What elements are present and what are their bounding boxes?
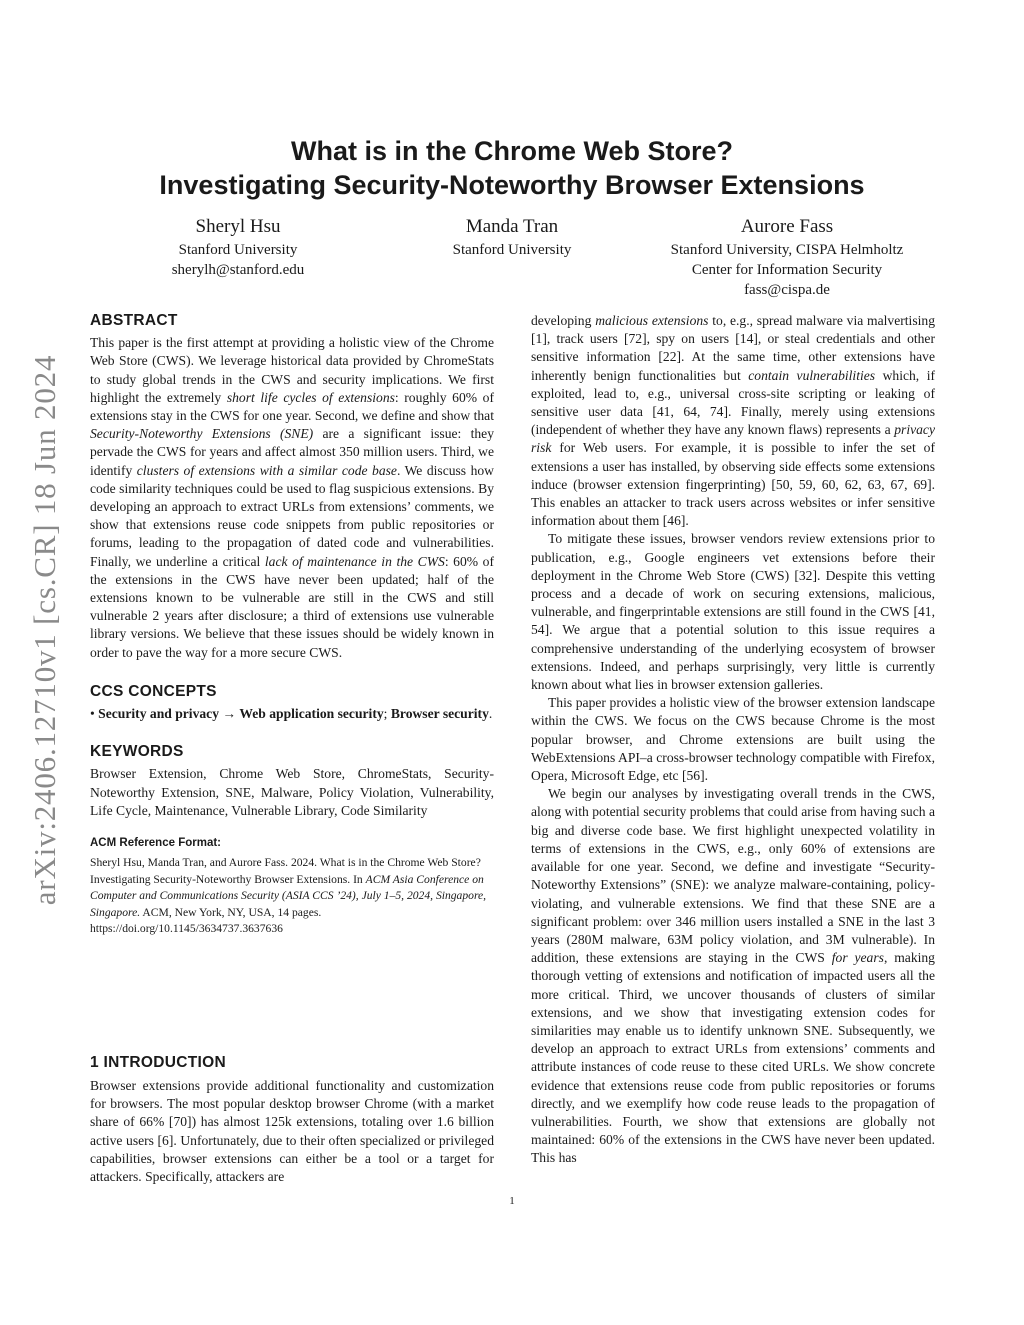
body-paragraph: This paper provides a holistic view of the browser extension landscape within the CWS. We focus on the CWS because Chrome is the most popular browser, and Chrome extensions are built using the WebExtensions API–a cross-browser technology compatible with Firefox, Opera, Microsoft Edge, etc [56].	[531, 695, 935, 784]
author-affiliation: Stanford University, CISPA Helmholtz	[670, 242, 904, 258]
strong-term: Security and privacy	[98, 706, 220, 722]
arxiv-identifier: arXiv:2406.12710v1 [cs.CR] 18 Jun 2024	[27, 354, 62, 906]
emphasis: malicious extensions	[595, 313, 709, 328]
abstract-heading: ABSTRACT	[90, 312, 178, 329]
keywords-text: Browser Extension, Chrome Web Store, ChromeStats, Security-Noteworthy Extension, SNE, Malware, Policy Violation, Vulnerability, Life Cycle, Maintenance, Vulnerable Library, Code Similarity	[90, 766, 494, 818]
emphasis: ACM Asia Conference on Computer and Communications Security (ASIA CCS ’24), July 1–5, 2024, Singapore, Singapore.	[90, 872, 487, 919]
acm-reference-heading: ACM Reference Format:	[90, 837, 221, 850]
author-affiliation-cont: Center for Information Security	[691, 262, 883, 278]
author-affiliation: Stanford University	[178, 242, 298, 258]
emphasis: privacy risk	[531, 422, 935, 456]
body-paragraph: We begin our analyses by investigating overall trends in the CWS, along with potential security problems that could arise from having such a big and diverse code base. We first highlight unexpected volatility in terms of extensions in the CWS, e.g., only 60% of extensions are available for one year. Second, we define and investigate “Security-Noteworthy Extensions” (SNE): we analyze malware-containing, policy-violating, and vulnerable extensions. We find that these SNE are a significant problem: over 346 million users installed a SNE in the last 3 years (280M malware, 63M policy violation, and 3M vulnerable). In addition, these extensions are staying in the CWS for years, making thorough vetting of extensions and notification of impacted users all the more critical. Third, we uncover thousands of clusters of similar extensions, and we show that investigating extension codes for similarities may enable us to identify unknown SNE. Subsequently, we develop an approach to extract URLs from extensions’ comments and attribute instances of code reuse to these cited URLs. We show concrete evidence that extensions reuse code from public repositories or forums directly, and we exemplify how code reuse leads to the propagation of vulnerabilities. Fourth, we show that extensions are globally not maintained: 60% of the extensions in the CWS have never been updated. This has	[531, 786, 935, 1166]
emphasis: contain vulnerabilities	[748, 367, 876, 383]
left-column	[90, 312, 495, 1185]
body-paragraph: developing malicious extensions to, e.g., spread malware via malvertising [1], track users [72], spy on users [14], or steal credentials and other sensitive information [22]. At the same time, other extensions have inherently benign functionalities but contain vulnerabilities which, if exploited, lead to, e.g., universal cross-site scripting or leaking of sensitive user data [41, 64, 74]. Finally, merely using extensions (independent of whether they have any known flaws) represents a privacy risk for Web users. For example, it is possible to infer the set of extensions a user has installed, by observing side effects some extensions induce (browser extension fingerprinting) [50, 59, 60, 62, 63, 67, 69]. This enables an attacker to track users across websites or infer sensitive information about them [46].	[531, 313, 936, 529]
abstract-text: This paper is the first attempt at providing a holistic view of the Chrome Web Store (CWS). We leverage historical data provided by ChromeStats to study global trends in the CWS and security implications. We first highlight the extremely short life cycles of extensions: roughly 60% of extensions stay in the CWS for one year. Second, we define and show that Security-Noteworthy Extensions (SNE) are a significant issue: they pervade the CWS for years and affect almost 350 million users. Third, we identify clusters of extensions with a similar code base. We discuss how code similarity techniques could be used to flag suspicious extensions. By developing an approach to extract URLs from extensions’ comments, we show that extensions reuse code snippets from public repositories or forums, leading to the propagation of dated code and vulnerabilities. Finally, we underline a critical lack of maintenance in the CWS: 60% of the extensions in the CWS have never been updated; half of the extensions known to be vulnerable are still in the CWS and still vulnerable 2 years after disclosure; a third of extensions use vulnerable library versions. We believe that these issues should be widely known in order to pave the way for a more secure CWS.	[90, 335, 495, 660]
page-number: 1	[509, 1195, 515, 1207]
author-email: sherylh@stanford.edu	[171, 262, 305, 278]
keywords-heading: KEYWORDS	[90, 743, 184, 761]
author-name: Aurore Fass	[740, 216, 834, 237]
author-name: Sheryl Hsu	[195, 216, 281, 237]
emphasis: clusters of extensions with a similar code base	[136, 462, 397, 478]
title-line-1: What is in the Chrome Web Store?	[290, 136, 734, 166]
ccs-heading: CCS CONCEPTS	[90, 682, 217, 700]
ccs-concepts: • Security and privacy → Web application security; Browser security.	[90, 706, 493, 722]
body-paragraph: To mitigate these issues, browser vendors review extensions prior to publication, e.g., Google engineers vet extensions before their deployment in the Chrome Web Store (CWS) [32]. Despite this vetting process and a decade of work on securing extensions, malicious, vulnerable, and fingerprintable extensions are still found in the CWS [41, 54]. We argue that a potential solution to this issue requires a comprehensive understanding of the underlying ecosystem of browser extensions. Indeed, and perhaps surprisingly, very little is currently known about what lies in browser extension galleries.	[531, 531, 935, 693]
strong-term: Browser security	[390, 706, 489, 722]
title-line-2: Investigating Security-Noteworthy Browser Extensions	[159, 170, 865, 200]
acm-reference-text: Sheryl Hsu, Manda Tran, and Aurore Fass. 2024. What is in the Chrome Web Store? Investigating Security-Noteworthy Browser Extensions. In ACM Asia Conference on Computer and Communications Security (ASIA CCS ’24), July 1–5, 2024, Singapore, Singapore. ACM, New York, NY, USA, 14 pages. https://doi.org/10.1145/3634737.3637636	[90, 856, 487, 935]
emphasis: Security-Noteworthy Extensions (SNE)	[90, 426, 314, 442]
strong-term: Web application security	[239, 706, 384, 722]
author-block-3	[637, 214, 937, 300]
acm-reference	[90, 834, 494, 937]
author-name: Manda Tran	[465, 216, 559, 237]
introduction-heading: 1 INTRODUCTION	[90, 1054, 226, 1071]
emphasis: for years	[831, 950, 884, 966]
author-block-1	[138, 214, 338, 280]
introduction-paragraph: Browser extensions provide additional functionality and customization for browsers. The most popular desktop browser Chrome (with a market share of 66% [70]) has almost 125k extensions, totaling over 1.6 billion active users [6]. Unfortunately, due to their often specialized or privileged capabilities, browser extensions can either be a tool or a target for attackers. Specifically, attackers are	[90, 1078, 494, 1185]
author-affiliation: Stanford University	[452, 242, 572, 258]
author-email: fass@cispa.de	[744, 282, 830, 298]
arxiv-sidebar	[0, 280, 80, 980]
emphasis: lack of maintenance in the CWS	[264, 553, 445, 569]
right-column	[531, 312, 935, 1168]
author-block-2	[412, 214, 612, 260]
emphasis: short life cycles of extensions	[226, 389, 395, 405]
